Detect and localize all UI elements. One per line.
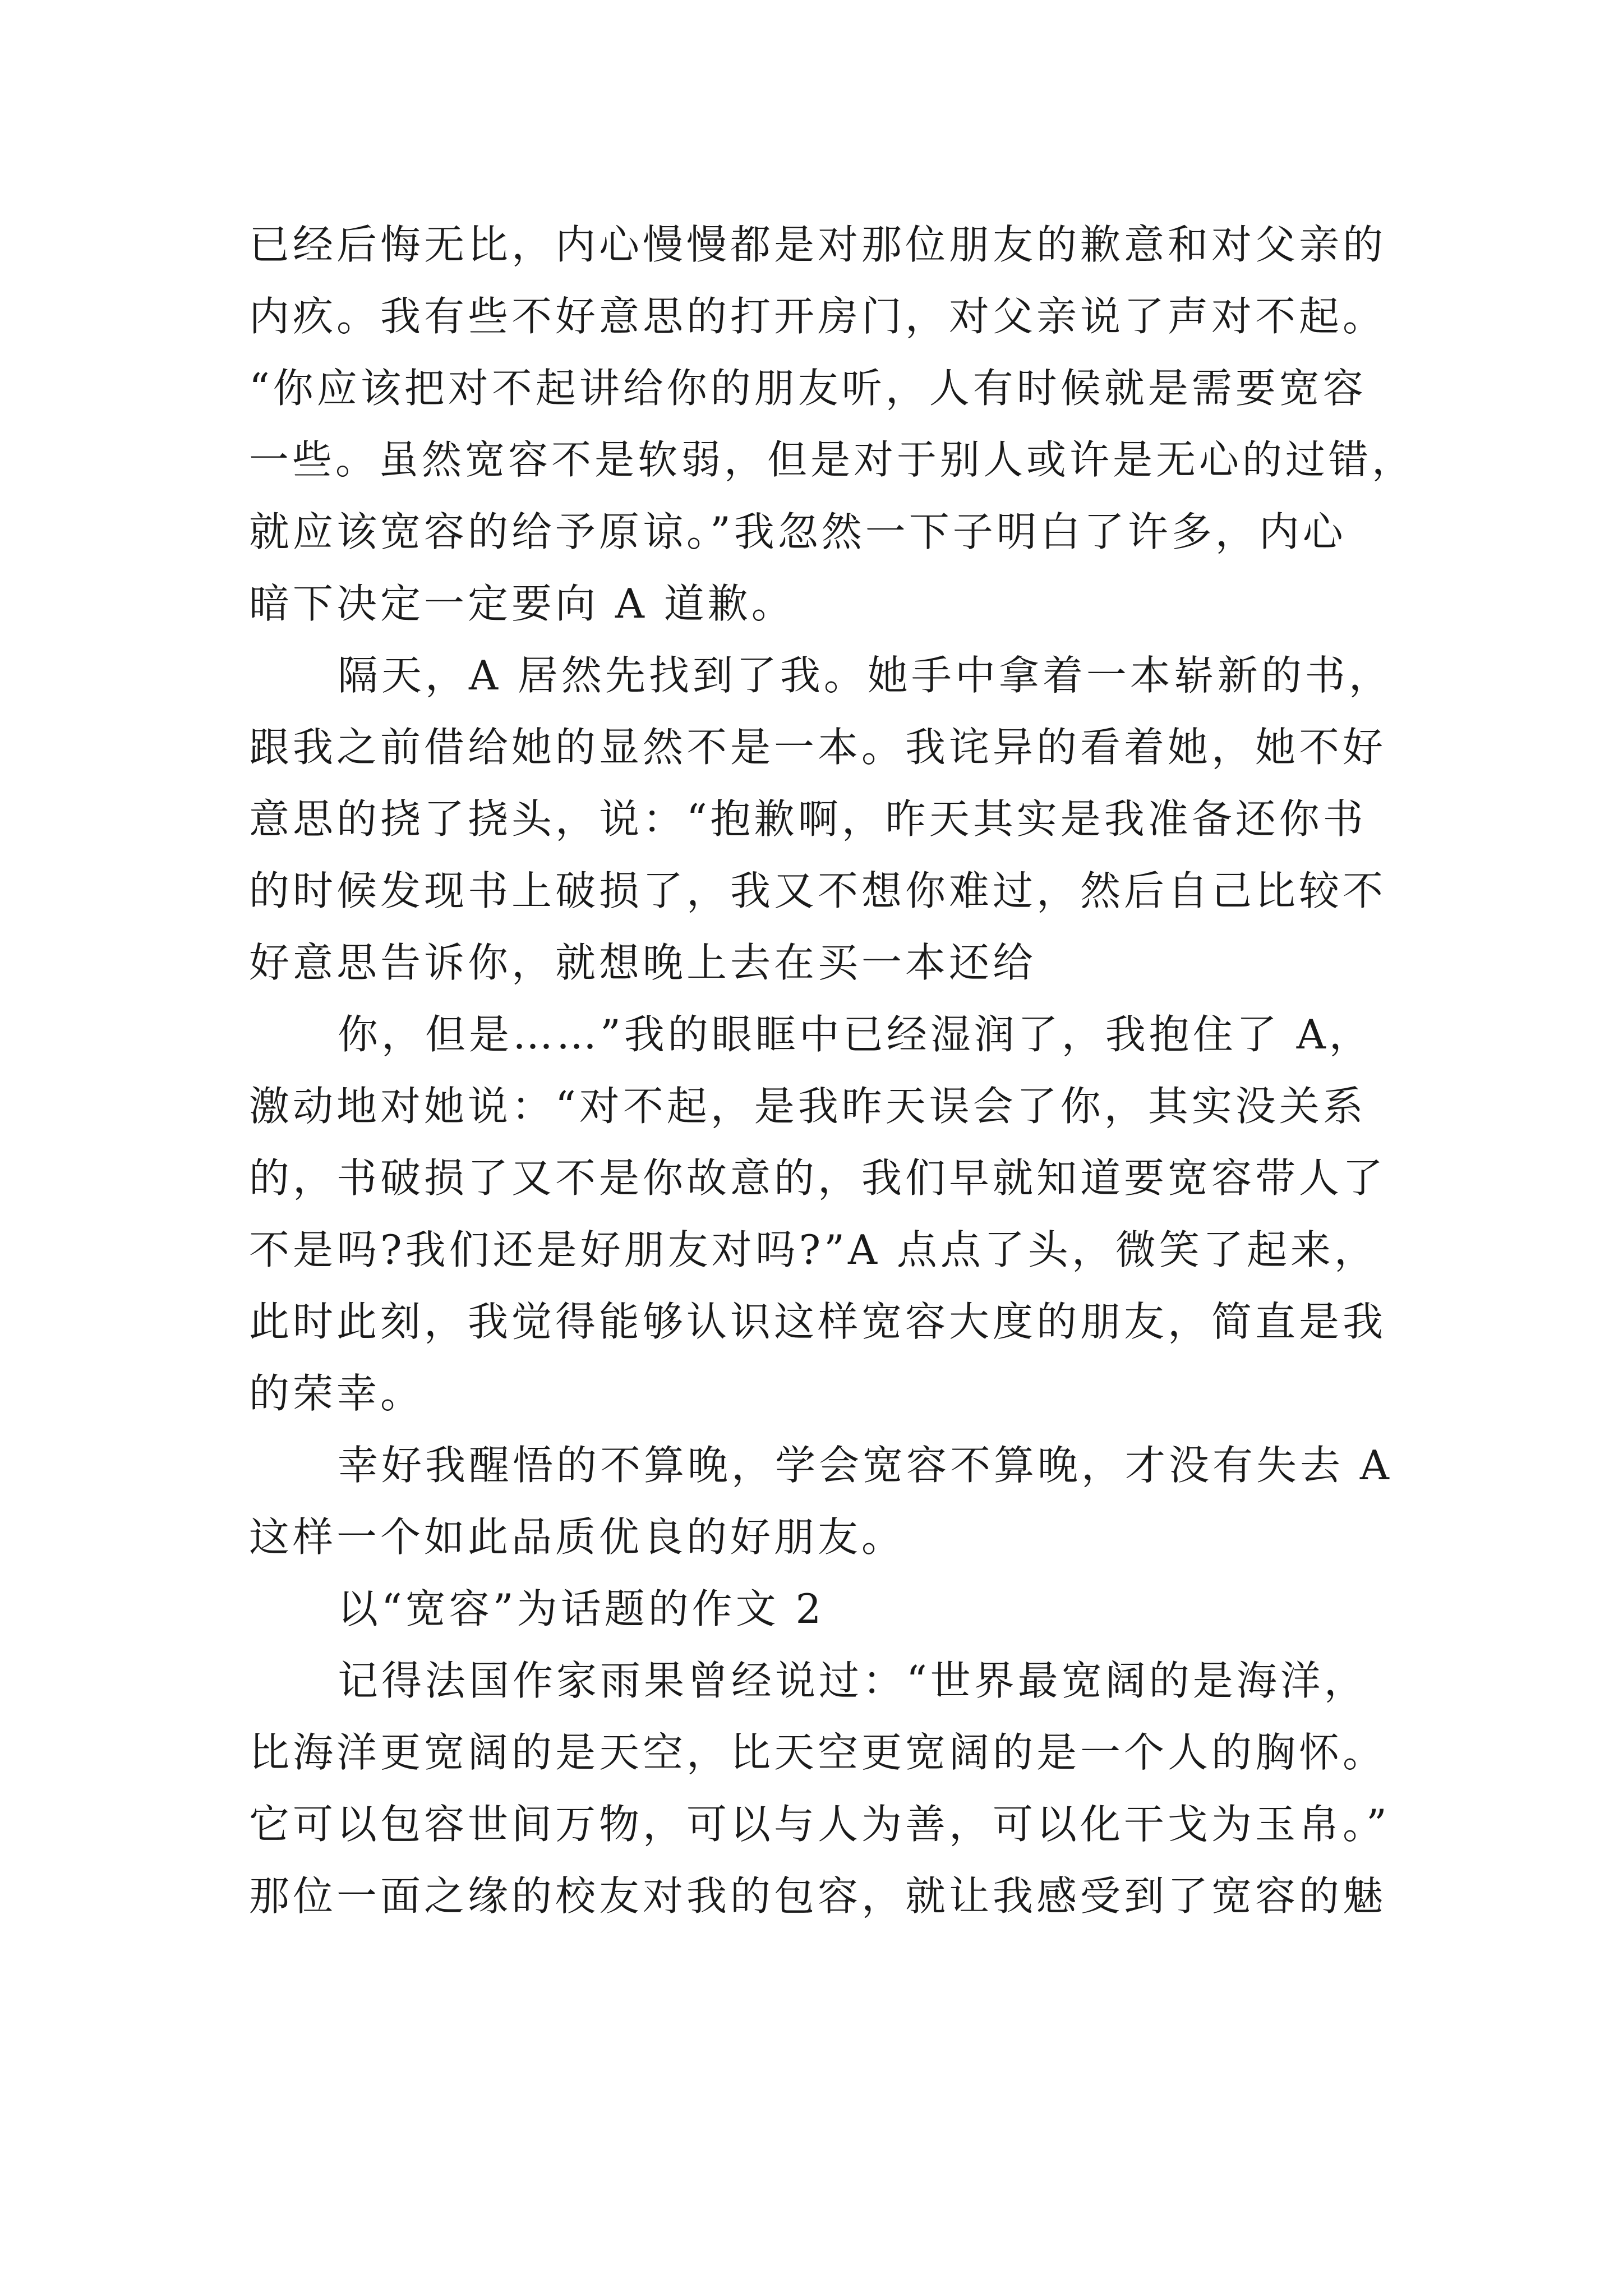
text-line: 跟我之前借给她的显然不是一本。我诧异的看着她，她不好	[249, 724, 1387, 771]
text-line: 比海洋更宽阔的是天空，比天空更宽阔的是一个人的胸怀。	[249, 1729, 1387, 1776]
text-line: 隔天，A 居然先找到了我。她手中拿着一本崭新的书，	[338, 652, 1393, 699]
text-line: 不是吗?我们还是好朋友对吗?”A 点点了头，微笑了起来，	[249, 1226, 1378, 1273]
text-line: 以“宽容”为话题的作文 2	[338, 1585, 825, 1632]
text-line: 幸好我醒悟的不算晚，学会宽容不算晚，才没有失去 A	[338, 1442, 1393, 1489]
text-line: 就应该宽容的给予原谅。”我忽然一下子明白了许多，内心	[249, 508, 1347, 555]
text-line: 意思的挠了挠头，说：“抱歉啊，昨天其实是我准备还你书	[249, 795, 1367, 843]
text-line: 你，但是……”我的眼眶中已经湿润了，我抱住了 A，	[338, 1011, 1373, 1058]
text-line: 它可以包容世间万物，可以与人为善，可以化干戈为玉帛。”	[249, 1801, 1390, 1848]
text-line: 那位一面之缘的校友对我的包容，就让我感受到了宽容的魅	[249, 1872, 1387, 1920]
text-line: 好意思告诉你，就想晚上去在买一本还给	[249, 939, 1037, 986]
text-line: “你应该把对不起讲给你的朋友听，人有时候就是需要宽容	[249, 365, 1367, 412]
text-line: 的时候发现书上破损了，我又不想你难过，然后自己比较不	[249, 867, 1387, 914]
text-line: 此时此刻，我觉得能够认识这样宽容大度的朋友，简直是我	[249, 1298, 1387, 1345]
text-line: 激动地对她说：“对不起，是我昨天误会了你，其实没关系	[249, 1083, 1367, 1130]
text-line: 的，书破损了又不是你故意的，我们早就知道要宽容带人了	[249, 1154, 1387, 1202]
text-line: 一些。虽然宽容不是软弱，但是对于别人或许是无心的过错，	[249, 436, 1415, 483]
essay-body	[249, 209, 1421, 1932]
text-line: 记得法国作家雨果曾经说过：“世界最宽阔的是海洋，	[338, 1657, 1368, 1704]
text-line: 的荣幸。	[249, 1370, 425, 1417]
text-line: 暗下决定一定要向 A 道歉。	[249, 580, 795, 627]
text-line: 已经后悔无比，内心慢慢都是对那位朋友的歉意和对父亲的	[249, 221, 1387, 268]
text-line: 这样一个如此品质优良的好朋友。	[249, 1513, 906, 1561]
text-line: 内疚。我有些不好意思的打开房门，对父亲说了声对不起。	[249, 293, 1387, 340]
